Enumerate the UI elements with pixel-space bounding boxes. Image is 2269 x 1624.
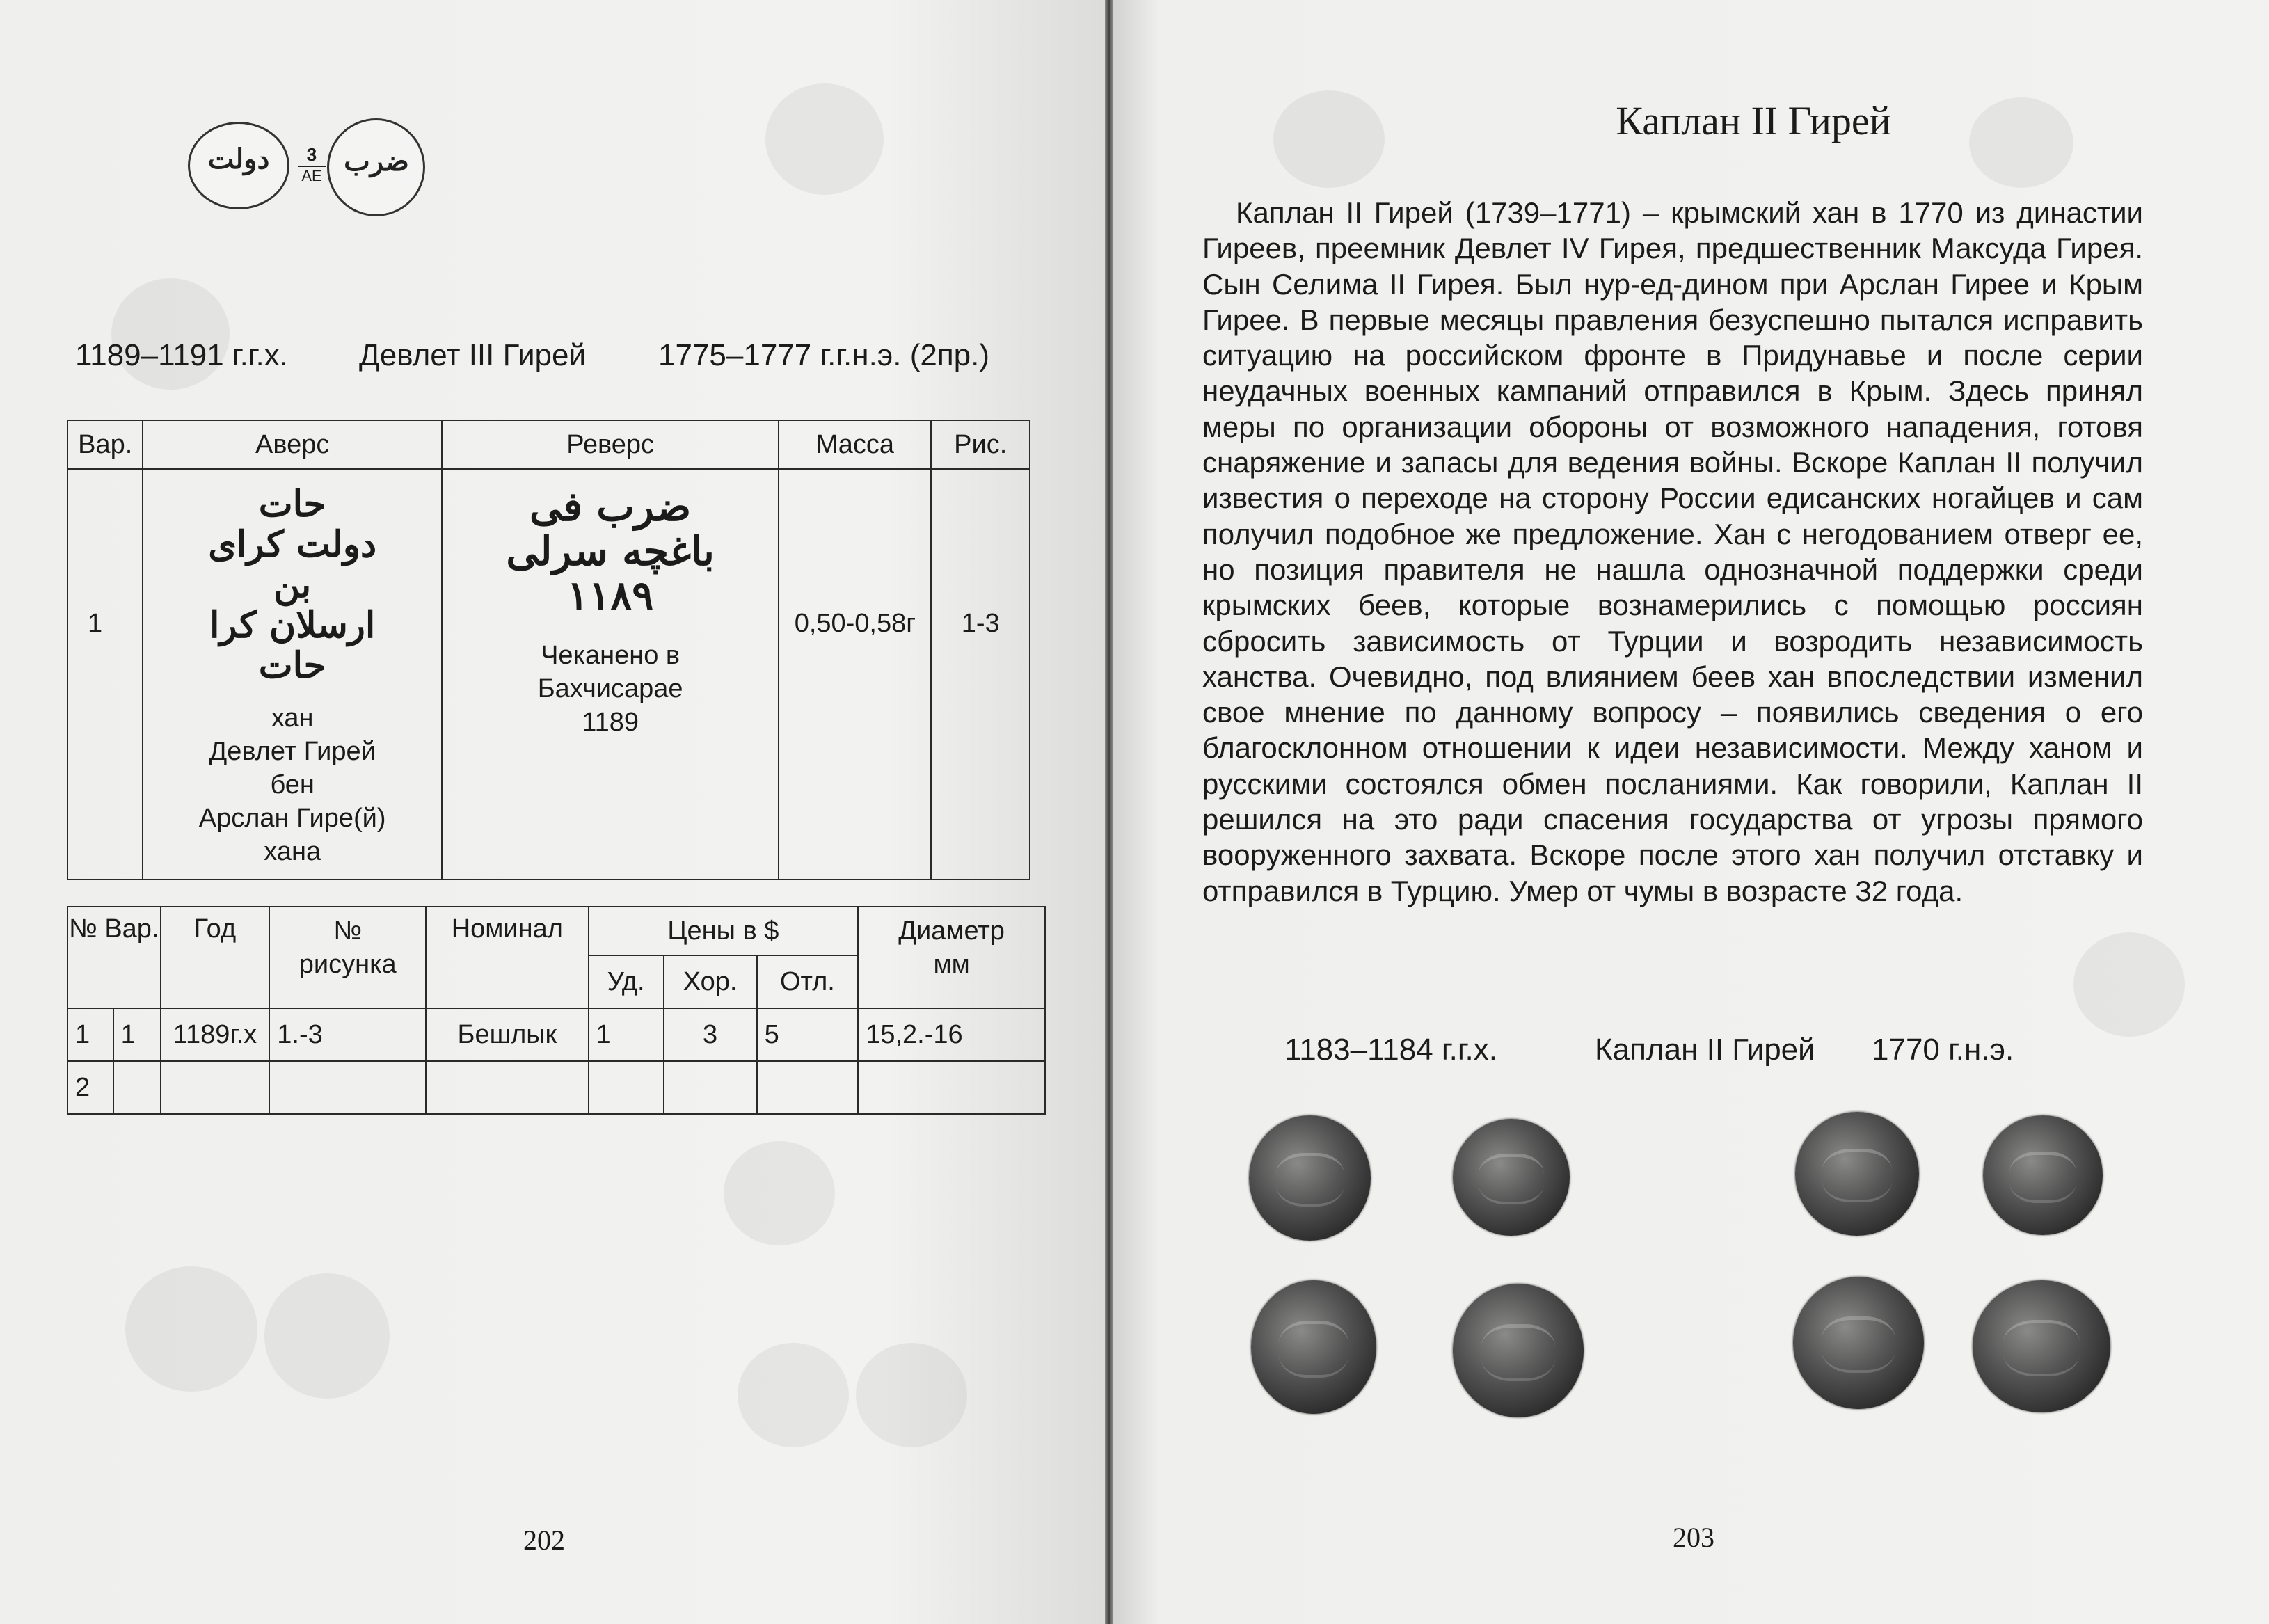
cell-price-excellent xyxy=(757,1061,859,1114)
cell-year xyxy=(161,1061,270,1114)
coin-photo-reverse-2 xyxy=(1983,1115,2103,1235)
obverse-line: бен xyxy=(270,770,315,799)
cell-year: 1189г.х xyxy=(161,1008,270,1061)
header-denomination: Номинал xyxy=(426,907,588,1008)
reverse-arabic-line: باغچه سرلی xyxy=(506,527,715,575)
header-prices: Цены в $ xyxy=(589,907,859,955)
cell-price-excellent: 5 xyxy=(757,1008,859,1061)
cell-denomination xyxy=(426,1061,588,1114)
denomination-fraction xyxy=(298,144,326,185)
header-grade-excellent: Отл. xyxy=(757,955,859,1008)
biography-text: Каплан II Гирей (1739–1771) – крымский хан в 1770 из династии Гиреев, преемник Девлет IV Гирея, предшественник Максуда Гирея. Сын Селима II Гирея. Был нур-ед-дином при Арслан Гирее и Крым Гирее. В первые месяцы правления безуспешно пытался исправить ситуацию на российском фронте в Придунавье и после серии неудачных военных кампаний отправился в Крым. Здесь принял меры по организации обороны от возможного нападения, готовя снаряжение и запасы для ведения войны. Вскоре Каплан II получил известия о переходе на сторону России едисанских ногайцев и сам получил подобное же предложение. Хан с негодованием отверг ее, но позиция правителя не нашла однозначной поддержки среди крымских беев, которые вознамерились с помощью россиян сбросить зависимость от Турции и возродить независимость ханства. Очевидно, под влиянием беев хан впоследствии изменил свое мнение по данному вопросу – появились сведения о его благосклонном отношении к идеи независимости. Между ханом и русскими состоялся обмен посланиями. Как говорили, Каплан II решился на это ради спасения государства от угрозы прямого вооруженного захвата. Вскоре после этого хан получил отставку и отправился в Турцию. Умер от чумы в возрасте 32 года. xyxy=(1202,196,2143,907)
left-page xyxy=(0,0,1105,1624)
bleed-through-coin xyxy=(724,1141,835,1245)
reverse-translation xyxy=(443,639,777,749)
obverse-line: хан xyxy=(271,703,314,733)
cell-num: 1 xyxy=(67,1008,113,1061)
cell-price-fine xyxy=(589,1061,664,1114)
price-table xyxy=(67,906,1046,1115)
obverse-line: Девлет Гирей xyxy=(209,737,376,766)
page-number: 203 xyxy=(1673,1522,1714,1553)
header-figure: Рис. xyxy=(931,420,1030,469)
right-page xyxy=(1113,0,2269,1624)
coin-photo-obverse-4 xyxy=(1793,1277,1924,1409)
header-num: № xyxy=(69,914,97,944)
coin-photo-obverse-2 xyxy=(1795,1112,1919,1236)
heading-gregorian-years: 1775–1777 г.г.н.э. (2пр.) xyxy=(658,338,989,372)
header-diameter-line: мм xyxy=(933,950,970,979)
cell-num: 2 xyxy=(67,1061,113,1114)
obverse-line: Арслан Гире(й) xyxy=(198,804,386,833)
reverse-arabic-line: ١١٨٩ xyxy=(566,572,654,619)
cell-price-good xyxy=(664,1061,757,1114)
bleed-through-coin xyxy=(125,1266,257,1392)
coin-photo-reverse-1 xyxy=(1453,1119,1570,1236)
bleed-through-coin xyxy=(1273,90,1385,188)
obverse-arabic-line: ارسلان كرا xyxy=(209,604,376,646)
table-row xyxy=(67,1061,1045,1114)
book-gutter xyxy=(1105,0,1113,1624)
cell-diameter: 15,2.-16 xyxy=(858,1008,1045,1061)
heading-ruler: Девлет III Гирей xyxy=(359,338,587,372)
reverse-drawing xyxy=(327,118,425,216)
header-figure-no-line: № xyxy=(333,916,363,946)
obverse-translation xyxy=(144,701,440,878)
reverse-line: Чеканено в xyxy=(541,641,680,670)
obverse-arabic-line: حات xyxy=(258,483,326,525)
cell-price-fine: 1 xyxy=(589,1008,664,1061)
reverse-arabic-line: ضرب فى xyxy=(530,483,692,530)
sample-coin-drawing xyxy=(188,115,424,219)
coin-photo-obverse-3 xyxy=(1251,1280,1376,1414)
figure-ref: 1-3 xyxy=(931,469,1030,879)
bleed-through-coin xyxy=(765,83,884,195)
cell-var xyxy=(113,1061,161,1114)
bleed-through-coin xyxy=(264,1273,390,1399)
reverse-line: Бахчисарае xyxy=(537,674,683,703)
obverse-arabic-line: حات xyxy=(258,644,326,687)
cell-price-good: 3 xyxy=(664,1008,757,1061)
reverse-script: ضرب xyxy=(344,145,409,177)
cell-var: 1 xyxy=(113,1008,161,1061)
obverse-drawing xyxy=(188,122,289,209)
header-var: Вар. xyxy=(104,914,159,944)
heading-hijri-years: 1189–1191 г.г.х. xyxy=(75,338,288,372)
fraction-numerator: 3 xyxy=(298,144,326,167)
bleed-through-coin xyxy=(856,1343,967,1447)
header-figure-no xyxy=(269,907,426,1008)
obverse-arabic-line: دولت كراى xyxy=(208,523,377,566)
page-number: 202 xyxy=(523,1525,565,1556)
reverse-cell xyxy=(442,469,779,879)
table-row xyxy=(67,1008,1045,1061)
obverse-arabic-line: بن xyxy=(273,564,312,606)
coin-photo-reverse-3 xyxy=(1453,1284,1584,1417)
obverse-line: хана xyxy=(264,837,321,866)
cell-diameter xyxy=(858,1061,1045,1114)
obverse-script: دولت xyxy=(207,143,270,175)
obverse-arabic xyxy=(144,470,440,686)
fraction-denominator: AE xyxy=(301,167,322,184)
bleed-through-coin xyxy=(738,1343,849,1447)
coin-photo-obverse-1 xyxy=(1249,1115,1371,1241)
bleed-through-coin xyxy=(2073,932,2185,1037)
header-diameter-line: Диаметр xyxy=(898,916,1005,946)
header-grade-good: Хор. xyxy=(664,955,757,1008)
header-variant: Вар. xyxy=(67,420,143,469)
reverse-arabic xyxy=(443,470,777,618)
table-row xyxy=(67,469,1030,879)
variant-table-header xyxy=(67,420,1030,469)
header-figure-no-line: рисунка xyxy=(298,950,397,979)
header-diameter xyxy=(858,907,1045,1008)
header-num-var xyxy=(67,907,161,1008)
header-mass: Масса xyxy=(779,420,931,469)
mass-value: 0,50-0,58г xyxy=(779,469,931,879)
header-year: Год xyxy=(161,907,270,1008)
obverse-cell xyxy=(143,469,441,879)
header-grade-fine: Уд. xyxy=(589,955,664,1008)
variant-number: 1 xyxy=(67,469,143,879)
price-table-header xyxy=(67,907,1045,955)
header-obverse: Аверс xyxy=(143,420,441,469)
heading-gregorian-years: 1770 г.н.э. xyxy=(1872,1033,2014,1067)
heading-hijri-years: 1183–1184 г.г.х. xyxy=(1284,1033,1497,1067)
variant-table xyxy=(67,420,1030,880)
cell-denomination: Бешлык xyxy=(426,1008,588,1061)
bleed-through-coin xyxy=(111,278,230,390)
cell-figure: 1.-3 xyxy=(269,1008,426,1061)
cell-figure xyxy=(269,1061,426,1114)
coin-photo-reverse-4 xyxy=(1973,1280,2110,1412)
heading-ruler: Каплан II Гирей xyxy=(1595,1033,1815,1067)
reverse-line: 1189 xyxy=(582,708,639,737)
chapter-title: Каплан II Гирей xyxy=(1616,98,1891,143)
header-reverse: Реверс xyxy=(442,420,779,469)
